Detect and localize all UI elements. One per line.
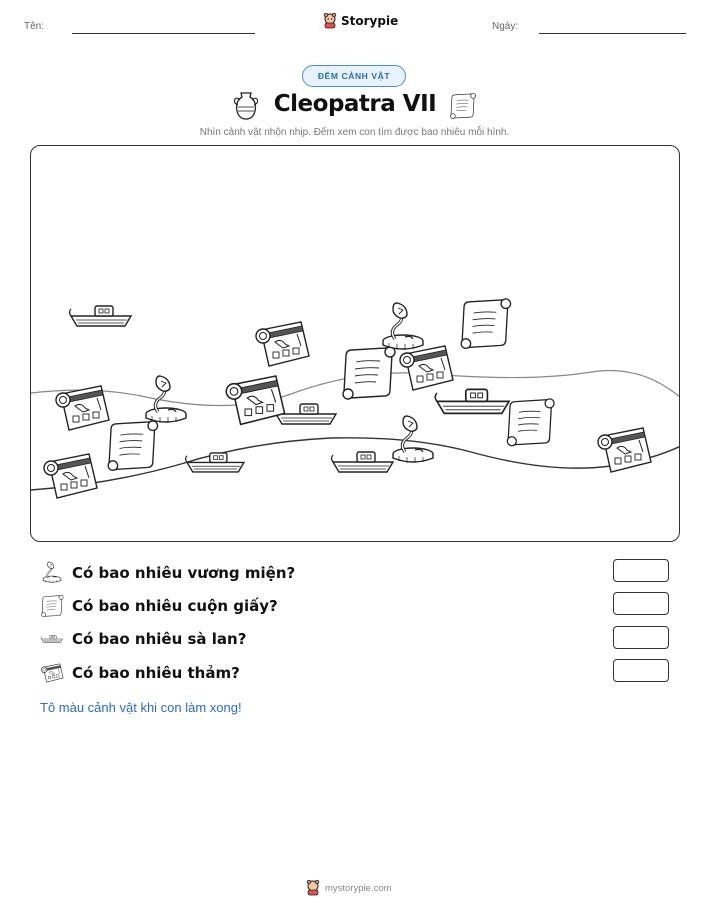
storypie-mascot-icon	[323, 13, 337, 29]
instructions-text: Nhìn cảnh vật nhộn nhịp. Đếm xem con tìm được bao nhiêu mỗi hình.	[199, 127, 510, 138]
cobra-crown	[383, 303, 423, 350]
storypie-logo	[323, 13, 398, 29]
question-row-barges	[40, 626, 246, 652]
question-text: Có bao nhiêu thảm?	[72, 664, 240, 682]
name-line[interactable]	[72, 33, 255, 34]
answer-box-scrolls[interactable]	[613, 592, 669, 615]
scroll	[108, 421, 157, 470]
answer-box-barges[interactable]	[613, 626, 669, 649]
carpet-icon	[40, 661, 64, 685]
activity-badge: ĐẾM CẢNH VẬT	[302, 65, 406, 87]
carpet	[56, 386, 109, 430]
scene-illustration	[31, 146, 680, 542]
date-line[interactable]	[539, 33, 686, 34]
page-title: Cleopatra VII	[273, 91, 437, 117]
crown-cobra-icon	[40, 561, 64, 585]
question-row-scrolls	[40, 593, 278, 619]
logo-text: Storypie	[341, 14, 399, 28]
coloring-instruction: Tô màu cảnh vật khi con làm xong!	[40, 700, 242, 715]
question-text: Có bao nhiêu sà lan?	[72, 630, 247, 648]
scroll	[461, 299, 510, 348]
cobra-crown	[146, 376, 186, 423]
question-text: Có bao nhiêu cuộn giấy?	[72, 597, 278, 615]
carpet	[400, 346, 453, 390]
answer-box-carpets[interactable]	[613, 659, 669, 682]
storypie-mascot-icon	[306, 880, 320, 896]
carpet	[226, 376, 284, 424]
barge	[332, 452, 394, 472]
carpet	[256, 322, 309, 366]
counting-scene	[30, 145, 680, 542]
barge	[435, 389, 509, 413]
question-row-crowns	[40, 560, 295, 586]
scroll-title-icon	[449, 92, 477, 120]
footer	[306, 880, 392, 896]
scroll	[343, 347, 395, 399]
scroll	[507, 399, 554, 446]
footer-url[interactable]: mystorypie.com	[325, 882, 392, 894]
carpet	[44, 454, 97, 498]
barge	[70, 306, 132, 326]
date-label: Ngày:	[492, 21, 519, 32]
name-label: Tên:	[24, 21, 45, 32]
scroll-icon	[40, 594, 64, 618]
answer-box-crowns[interactable]	[613, 559, 669, 582]
barge-icon	[40, 627, 64, 651]
question-row-carpets	[40, 660, 240, 686]
carpet	[598, 428, 651, 472]
question-text: Có bao nhiêu vương miện?	[72, 564, 296, 582]
barge	[186, 453, 244, 472]
